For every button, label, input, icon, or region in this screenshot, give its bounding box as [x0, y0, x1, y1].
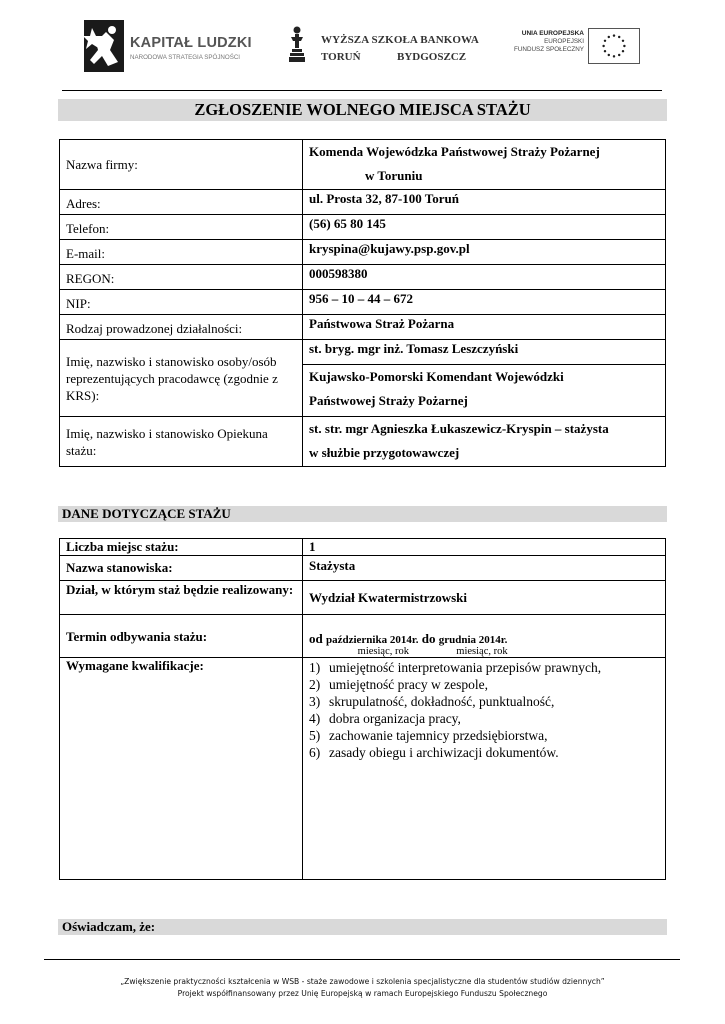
eu-star-icon: [623, 45, 625, 47]
nip-label: NIP:: [60, 290, 303, 315]
qualification-item: [309, 727, 659, 744]
kapital-ludzki-subtitle: NARODOWA STRATEGIA SPÓJNOŚCI: [130, 54, 241, 61]
qualifications-label: Wymagane kwalifikacje:: [60, 658, 303, 880]
mentor-line2: w służbie przygotowawczej: [309, 445, 460, 460]
position-value[interactable]: Stażysta: [303, 556, 666, 581]
kapital-ludzki-title: KAPITAŁ LUDZKI: [130, 35, 252, 51]
qualification-item: [309, 659, 659, 676]
table-row: [60, 265, 666, 290]
regon-value[interactable]: 000598380: [303, 265, 666, 290]
table-row: [60, 658, 666, 880]
department-value[interactable]: Wydział Kwatermistrzowski: [303, 581, 666, 615]
qualification-number: 2): [309, 677, 321, 692]
company-name-label: Nazwa firmy:: [60, 140, 303, 190]
count-value[interactable]: 1: [303, 539, 666, 556]
mentor-value[interactable]: [303, 417, 666, 467]
eu-star-icon: [613, 34, 615, 36]
term-from-hint: miesiąc, rok: [357, 646, 409, 657]
company-name-value[interactable]: [303, 140, 666, 190]
qualifications-value[interactable]: [303, 658, 666, 880]
term-value[interactable]: [303, 615, 666, 658]
table-row: [60, 240, 666, 265]
nip-value[interactable]: 956 – 10 – 44 – 672: [303, 290, 666, 315]
internship-table: [59, 538, 666, 880]
table-row: [60, 190, 666, 215]
company-name-line1: Komenda Wojewódzka Państwowej Straży Pożarnej: [309, 144, 600, 159]
company-table: [59, 139, 666, 467]
table-row: [60, 340, 666, 365]
header-divider: [62, 90, 662, 91]
qualification-number: 5): [309, 728, 321, 743]
term-to: grudnia 2014r.: [438, 634, 508, 646]
eu-star-icon: [608, 54, 610, 56]
email-value[interactable]: kryspina@kujawy.psp.gov.pl: [303, 240, 666, 265]
representative-name[interactable]: st. bryg. mgr inż. Tomasz Leszczyński: [303, 340, 666, 365]
phone-value[interactable]: (56) 65 80 145: [303, 215, 666, 240]
address-label: Adres:: [60, 190, 303, 215]
department-label: Dział, w którym staż będzie realizowany:: [60, 581, 303, 615]
table-row: [60, 556, 666, 581]
qualification-text: zasady obiegu i archiwizacji dokumentów.: [329, 745, 559, 760]
wsb-city-bydgoszcz: BYDGOSZCZ: [397, 51, 467, 63]
address-value[interactable]: ul. Prosta 32, 87-100 Toruń: [303, 190, 666, 215]
qualification-number: 3): [309, 694, 321, 709]
term-from: października 2014r.: [325, 634, 419, 646]
internship-section-title: DANE DOTYCZĄCE STAŻU: [58, 506, 667, 522]
eu-flag-icon: [588, 28, 640, 64]
header-logos: [0, 14, 725, 84]
phone-label: Telefon:: [60, 215, 303, 240]
qualification-number: 6): [309, 745, 321, 760]
eu-star-icon: [608, 36, 610, 38]
eu-logo-text: [514, 30, 584, 55]
table-row: [60, 417, 666, 467]
representative-title-line1: Kujawsko-Pomorski Komendant Wojewódzki: [309, 369, 564, 384]
qualification-number: 4): [309, 711, 321, 726]
eu-star-icon: [622, 50, 624, 52]
qualification-text: zachowanie tajemnicy przedsiębiorstwa,: [329, 728, 548, 743]
table-row: [60, 140, 666, 190]
eu-star-icon: [604, 50, 606, 52]
declaration-title: Oświadczam, że:: [58, 919, 667, 935]
eu-logo-line3: FUNDUSZ SPOŁECZNY: [514, 46, 584, 54]
eu-star-icon: [613, 55, 615, 57]
qualification-text: dobra organizacja pracy,: [329, 711, 461, 726]
qualification-text: umiejętność pracy w zespole,: [329, 677, 488, 692]
table-row: [60, 290, 666, 315]
eu-logo-line2: EUROPEJSKI: [544, 38, 584, 46]
wsb-emblem-icon: [289, 25, 305, 63]
mentor-label: Imię, nazwisko i stanowisko Opiekuna stażu:: [60, 417, 303, 467]
eu-star-icon: [618, 36, 620, 38]
mentor-line1: st. str. mgr Agnieszka Łukaszewicz-Kryspin – stażysta: [309, 421, 609, 436]
table-row: [60, 315, 666, 340]
eu-star-icon: [604, 40, 606, 42]
qualification-item: [309, 710, 659, 727]
wsb-city-torun: TORUŃ: [321, 51, 361, 63]
qualification-text: skrupulatność, dokładność, punktualność,: [329, 694, 555, 709]
table-row: [60, 615, 666, 658]
activity-value[interactable]: Państwowa Straż Pożarna: [303, 315, 666, 340]
wsb-logo: [289, 20, 479, 70]
wsb-title: WYŻSZA SZKOŁA BANKOWA: [321, 34, 479, 46]
term-from-word: od: [309, 631, 323, 646]
footer-line1: „Zwiększenie praktyczności kształcenia w WSB - staże zawodowe i szkolenia specjalistyczne dla studentów studiów dziennych”: [120, 977, 605, 986]
kapital-ludzki-logo: [84, 20, 259, 80]
term-label: Termin odbywania stażu:: [60, 615, 303, 658]
table-row: [60, 581, 666, 615]
page-title: ZGŁOSZENIE WOLNEGO MIEJSCA STAŻU: [58, 99, 667, 121]
activity-label: Rodzaj prowadzonej działalności:: [60, 315, 303, 340]
term-to-word: do: [421, 631, 436, 646]
qualification-number: 1): [309, 660, 321, 675]
qualification-item: [309, 676, 659, 693]
position-label: Nazwa stanowiska:: [60, 556, 303, 581]
representative-label: Imię, nazwisko i stanowisko osoby/osób reprezentujących pracodawcę (zgodnie z KRS):: [60, 340, 303, 417]
regon-label: REGON:: [60, 265, 303, 290]
eu-logo: [502, 28, 642, 78]
footer-line2: Projekt współfinansowany przez Unię Europejską w ramach Europejskiego Funduszu Społecznego: [177, 989, 548, 998]
qualification-item: [309, 693, 659, 710]
representative-title-line2: Państwowej Straży Pożarnej: [309, 393, 468, 408]
count-label: Liczba miejsc stażu:: [60, 539, 303, 556]
table-row: [60, 539, 666, 556]
qualifications-list: [309, 658, 659, 761]
eu-star-icon: [618, 54, 620, 56]
table-row: [60, 215, 666, 240]
eu-star-icon: [602, 45, 604, 47]
footer-divider: [44, 959, 680, 960]
footer: [0, 976, 725, 1000]
eu-star-icon: [622, 40, 624, 42]
qualification-text: umiejętność interpretowania przepisów prawnych,: [329, 660, 602, 675]
company-name-line2: w Toruniu: [365, 168, 423, 183]
term-to-hint: miesiąc, rok: [456, 646, 508, 657]
qualification-item: [309, 744, 659, 761]
eu-logo-line1: UNIA EUROPEJSKA: [521, 30, 584, 37]
email-label: E-mail:: [60, 240, 303, 265]
representative-title[interactable]: [303, 365, 666, 417]
kapital-ludzki-emblem-icon: [84, 20, 124, 72]
